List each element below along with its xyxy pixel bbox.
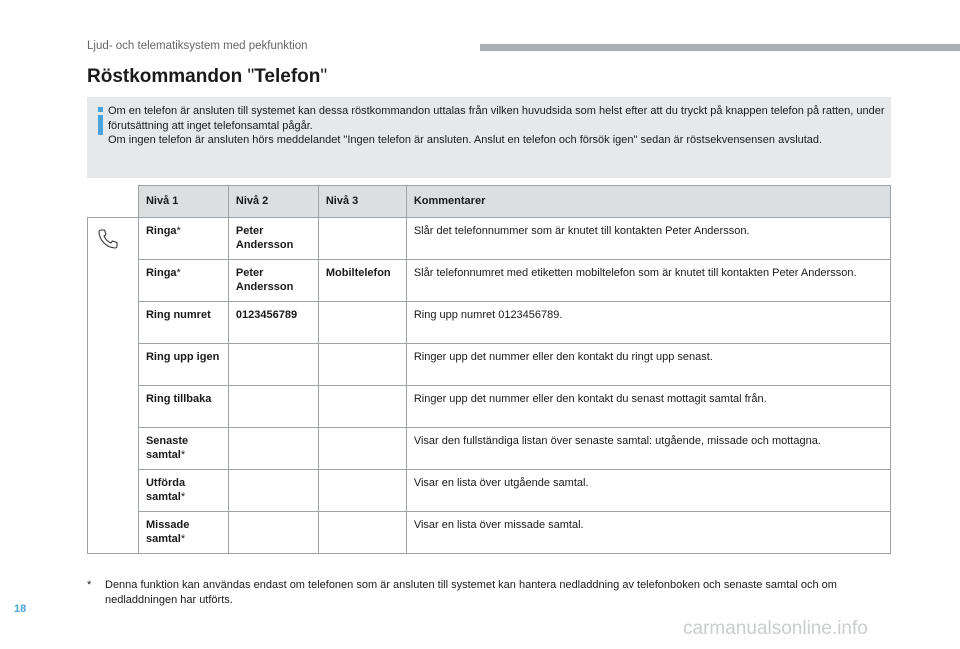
table-row	[88, 470, 891, 512]
header-bar	[480, 44, 960, 51]
comment-cell: Ringer upp det nummer eller den kontakt du ringt upp senast.	[406, 344, 890, 386]
title-quoted: Telefon	[254, 66, 321, 87]
level2-cell: 0123456789	[228, 302, 318, 344]
level2-cell	[228, 386, 318, 428]
info-paragraph: Om en telefon är ansluten till systemet kan dessa röstkommandon uttalas från vilken huvudsida som helst efter att du tryckt på knappen telefon på ratten, under förutsättning att inget telefonsamtal pågår.	[108, 105, 885, 132]
voice-command-table	[87, 185, 891, 554]
level3-cell: Mobiltelefon	[318, 260, 406, 302]
level3-cell	[318, 302, 406, 344]
level2-cell: Peter Andersson	[228, 218, 318, 260]
col-header: Nivå 1	[138, 186, 228, 218]
footnote-text: Denna funktion kan användas endast om telefonen som är ansluten till systemet kan hantera nedladdning av telefonboken och senaste samtal och om nedladdningen har utförts.	[105, 579, 837, 606]
col-header: Nivå 3	[318, 186, 406, 218]
comment-cell: Visar en lista över missade samtal.	[406, 512, 890, 554]
level3-cell	[318, 470, 406, 512]
level1-cell: Ring tillbaka	[138, 386, 228, 428]
comment-cell: Visar en lista över utgående samtal.	[406, 470, 890, 512]
level1-cell: Ringa*	[138, 260, 228, 302]
comment-cell: Visar den fullständiga listan över senaste samtal: utgående, missade och mottagna.	[406, 428, 890, 470]
level2-cell	[228, 470, 318, 512]
footnote-mark: *	[87, 579, 92, 591]
level3-cell	[318, 428, 406, 470]
info-icon	[95, 107, 107, 137]
level1-cell: Ring upp igen	[138, 344, 228, 386]
table-header-row	[88, 186, 891, 218]
level3-cell	[318, 386, 406, 428]
level3-cell	[318, 512, 406, 554]
comment-cell: Ringer upp det nummer eller den kontakt du senast mottagit samtal från.	[406, 386, 890, 428]
comment-cell: Slår det telefonnummer som är knutet till kontakten Peter Andersson.	[406, 218, 890, 260]
level1-cell: Ring numret	[138, 302, 228, 344]
info-text	[108, 104, 886, 148]
level3-cell	[318, 218, 406, 260]
comment-cell: Slår telefonnumret med etiketten mobiltelefon som är knutet till kontakten Peter Andersson.	[406, 260, 890, 302]
level1-cell: Ringa*	[138, 218, 228, 260]
phone-handset-icon	[95, 224, 131, 254]
info-box	[87, 97, 891, 178]
page-number: 18	[14, 603, 27, 615]
title-main: Röstkommandon	[87, 66, 243, 87]
level3-cell	[318, 344, 406, 386]
table-row	[88, 512, 891, 554]
col-header: Nivå 2	[228, 186, 318, 218]
table-row	[88, 218, 891, 260]
comment-cell: Ring upp numret 0123456789.	[406, 302, 890, 344]
level2-cell	[228, 428, 318, 470]
level1-cell: Senaste samtal*	[138, 428, 228, 470]
level1-cell: Utförda samtal*	[138, 470, 228, 512]
col-header: Kommentarer	[406, 186, 890, 218]
table-row	[88, 260, 891, 302]
table-row	[88, 386, 891, 428]
watermark: carmanualsonline.info	[683, 618, 868, 639]
info-paragraph: Om ingen telefon är ansluten hörs meddelandet "Ingen telefon är ansluten. Anslut en telefon och försök igen" sedan är röstsekvensensen avslutad.	[108, 134, 823, 146]
table-row	[88, 302, 891, 344]
table-row	[88, 344, 891, 386]
icon-cell	[88, 218, 139, 554]
footnote	[87, 578, 891, 607]
page-title: Röstkommandon "Telefon"	[87, 66, 328, 87]
level1-cell: Missade samtal*	[138, 512, 228, 554]
level2-cell	[228, 512, 318, 554]
running-header: Ljud- och telematiksystem med pekfunktion	[87, 40, 308, 52]
table-row	[88, 428, 891, 470]
level2-cell: Peter Andersson	[228, 260, 318, 302]
level2-cell	[228, 344, 318, 386]
